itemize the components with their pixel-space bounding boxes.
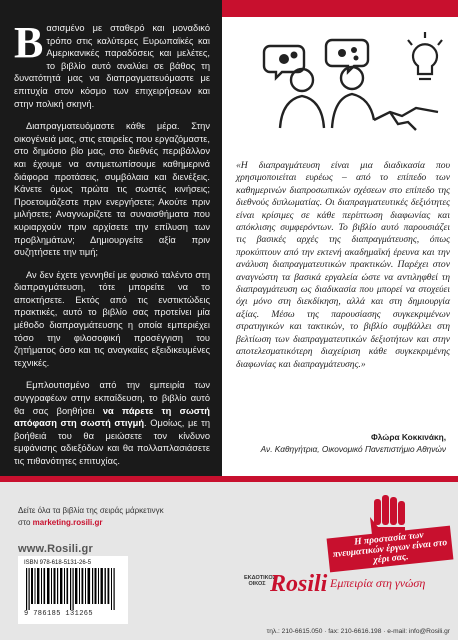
description-paragraph-1: Βασισμένο με σταθερό και μοναδικό τρόπο στις καλύτερες Ευρωπαϊκές και Αμερικανικές παραδόσεις και μελέτες, το βιβλίο αυτό αναλύει σε βάθος τη δυνατότητά μας να διαπραγματευόμαστε με επιτυχία στον κόσμο των επιχειρήσεων και στην πολική σκηνή. (14, 18, 210, 109)
barcode-block (18, 556, 128, 624)
drop-cap: Β (14, 18, 44, 67)
top-red-bar (222, 0, 458, 17)
copyright-notice: Η προστασία των πνευματικών έργων είναι στο χέρι σας. (327, 526, 454, 573)
people-gears-illustration (240, 26, 450, 146)
description-paragraph-3: Αν δεν έχετε γεννηθεί με φυσικό ταλέντο στη διαπραγμάτευση, τότε μπορείτε να το αποκτήσετε. Εκτός από τις ενστικτώδεις πρακτικές, αυτό το βιβλίο σας προτείνει μία μέθοδο διαπραγμάτευσης η οποία εμπεριέχει τόσο την φιλοσοφική προσέγγιση του ζητήματος όσο και τις αναγκαίες εξειδικευμένες τεχνικές. (14, 269, 210, 368)
more-books-note: Δείτε όλα τα βιβλία της σειράς μάρκετινγκ στο marketing.rosili.gr (18, 506, 164, 527)
isbn-label: ISBN 978-618-5131-26-5 (24, 560, 92, 566)
barcode-number: 9 786185 131265 (24, 610, 94, 618)
contact-info: τηλ.: 210-6615.050 · fax: 210-6616.198 · e-mail: info@Rosili.gr (266, 628, 450, 635)
publisher-logo: Rosili (270, 571, 328, 597)
review-quote: «Η διαπραγμάτευση είναι μια διαδικασία που χρησιμοποιείται ευρέως – από το επίπεδο των καθημερινών διαπροσωπικών σχέσεων στο επίπεδο της διεθνούς διπλωματίας. Οι διαπραγματευτικές δεξιότητες είναι κρίσιμες σε κάθε περίπτωση διαφωνίας και απόκλισης συμφερόντων. Το βιβλίο αυτό παρουσιάζει τις βασικές αρχές της διαπραγμάτευσης, όπως προκύπτουν από την εκτενή ακαδημαϊκή έρευνα και την ανάλυση διαπραγματευτικών πρακτικών. Παρέχει στον αναγνώστη τα βασικά εργαλεία ώστε να αντιληφθεί τη διαπραγμάτευση ως διαδικασία που μπορεί να στοχεύει όχι μόνο στη διεκδίκηση, αλλά και στη δημιουργία αξίας. Μέσω της παρουσίασης συγκεκριμένων στρατηγικών και τακτικών, το βιβλίο συμβάλλει στη βελτίωση των διαπραγματευτικών δεξιοτήτων και στην αποτελεσματικότερη διαχείριση κάθε συγκεκριμένης διαφωνίας και διαπραγμάτευσης.» (236, 160, 450, 370)
description-paragraph-4: Εμπλουτισμένο από την εμπειρία των συγγραφέων στην εκπαίδευση, το βιβλίο αυτό θα σας βοηθήσει να πάρετε τη σωστή απόφαση στη σωστή στιγμή. Ομοίως, με τη βοήθειά του θα μειώσετε τον κίνδυνο εμφάνισης αδιεξόδων και θα πολλαπλασιάσετε τις πιθανότητες επιτυχίας. (14, 380, 210, 466)
quote-attribution (261, 431, 446, 455)
description-paragraph-2: Διαπραγματευόμαστε κάθε μέρα. Στην οικογένειά μας, στις εταιρείες που εργαζόμαστε, στο δημόσιο βίο μας, στο διεθνές περιβάλλον και έχουμε να αντιμετωπίσουμε καθημερινά διάφορα προτάσεις, συμβόλαια και διενέξεις. Κάνετε όμως πρώτα τις σωστές κινήσεις; Προετοιμάζεστε πριν ενεργήσετε; Ακούτε πριν μιλήσετε; Αναγνωρίζετε τα συναισθήματα που κυριαρχούν πριν αρχίσετε την επίλυση των προβλημάτων; Δημιουργείτε αξία πριν συζητήσετε την τιμή; (14, 121, 210, 258)
quote-author-role: Αν. Καθηγήτρια, Οικονομικό Πανεπιστήμιο Αθηνών (260, 444, 446, 454)
barcode-icon (24, 568, 120, 610)
marketing-link[interactable]: marketing.rosili.gr (32, 518, 103, 527)
publisher-slogan: Εμπειρία στη γνώση (330, 576, 426, 590)
lightbulb-icon (408, 32, 442, 79)
highlight-text: να πάρετε τη σωστή απόφαση στη σωστή στιγμή (14, 405, 210, 429)
description-panel (0, 0, 222, 476)
quote-author-name: Φλώρα Κοκκινάκη, (370, 432, 446, 442)
publisher-label: ΕΚΔΟΤΙΚΟΣ ΟΙΚΟΣ (244, 575, 276, 587)
website-link[interactable]: www.Rosili.gr (18, 543, 93, 555)
